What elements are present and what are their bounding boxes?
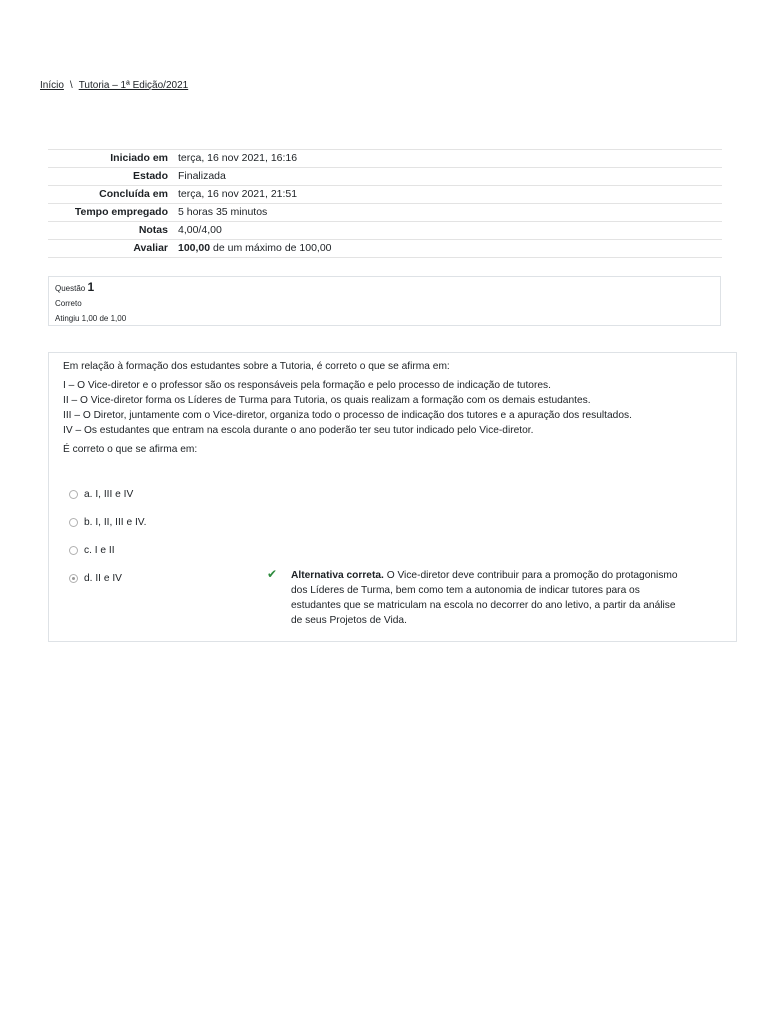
question-info-box (48, 276, 721, 326)
statement-4: IV – Os estudantes que entram na escola durante o ano poderão ter seu tutor indicado pelo Vice-diretor. (63, 425, 534, 436)
grade-value: 100,00 (178, 242, 211, 254)
statement-2: II – O Vice-diretor forma os Líderes de Turma para Tutoria, os quais realizam a formação com os demais estudantes. (63, 395, 591, 406)
question-state: Correto (55, 299, 82, 308)
radio-button-selected[interactable] (69, 574, 78, 583)
summary-value: 4,00/4,00 (178, 224, 222, 236)
summary-row-completed (48, 186, 722, 204)
radio-button[interactable] (69, 546, 78, 555)
attempt-summary-table (48, 149, 722, 258)
breadcrumb-course-link[interactable]: Tutoria – 1ª Edição/2021 (78, 80, 189, 91)
answer-option-a[interactable] (69, 486, 133, 502)
answer-option-c[interactable] (69, 542, 115, 558)
summary-label: Avaliar (133, 242, 168, 254)
statement-3: III – O Diretor, juntamente com o Vice-diretor, organiza todo o processo de indicação dos tutores e a apuração dos resultados. (63, 410, 632, 421)
summary-row-started (48, 150, 722, 168)
summary-value: 5 horas 35 minutos (178, 206, 268, 218)
radio-button[interactable] (69, 518, 78, 527)
grade-max: de um máximo de 100,00 (210, 242, 332, 254)
summary-row-marks (48, 222, 722, 240)
question-ask: É correto o que se afirma em: (63, 444, 198, 455)
breadcrumb (40, 80, 188, 91)
question-intro: Em relação à formação dos estudantes sobre a Tutoria, é correto o que se afirma em: (63, 361, 450, 372)
summary-value (174, 240, 722, 258)
breadcrumb-home-link[interactable]: Início (40, 80, 64, 91)
answer-option-label: d. II e IV (84, 572, 122, 584)
breadcrumb-separator: \ (69, 80, 73, 91)
summary-row-state (48, 168, 722, 186)
answer-option-b[interactable] (69, 514, 146, 530)
summary-value: terça, 16 nov 2021, 21:51 (178, 188, 298, 200)
question-label: Questão (55, 284, 86, 293)
summary-row-time-taken (48, 204, 722, 222)
question-grade: Atingiu 1,00 de 1,00 (55, 314, 127, 323)
summary-label: Iniciado em (110, 152, 168, 164)
summary-value: terça, 16 nov 2021, 16:16 (178, 152, 298, 164)
feedback-title: Alternativa correta. (291, 570, 384, 581)
summary-label: Tempo empregado (74, 206, 168, 218)
question-content (48, 352, 737, 642)
feedback-text: O Vice-diretor deve contribuir para a promoção do protagonismo dos Líderes de Turma, bem como tem a autonomia de indicar tutores para os estudantes que se matriculam na escola no decorrer do ano letivo, a partir da análise de seus Projetos de Vida. (291, 570, 678, 626)
summary-label: Concluída em (99, 188, 168, 200)
check-icon: ✔ (267, 567, 278, 581)
answer-option-label: b. I, II, III e IV. (84, 516, 147, 528)
answer-option-d[interactable] (69, 570, 122, 586)
answer-option-label: c. I e II (84, 544, 115, 556)
summary-label: Estado (132, 170, 168, 182)
summary-value: Finalizada (178, 170, 226, 182)
answer-option-label: a. I, III e IV (84, 488, 134, 500)
summary-label: Notas (138, 224, 168, 236)
radio-button[interactable] (69, 490, 78, 499)
question-number (55, 280, 714, 296)
summary-row-grade (48, 240, 722, 258)
question-number-value: 1 (87, 280, 95, 294)
answer-feedback (267, 568, 687, 628)
statement-1: I – O Vice-diretor e o professor são os responsáveis pela formação e pelo processo de indicação de tutores. (63, 380, 551, 391)
